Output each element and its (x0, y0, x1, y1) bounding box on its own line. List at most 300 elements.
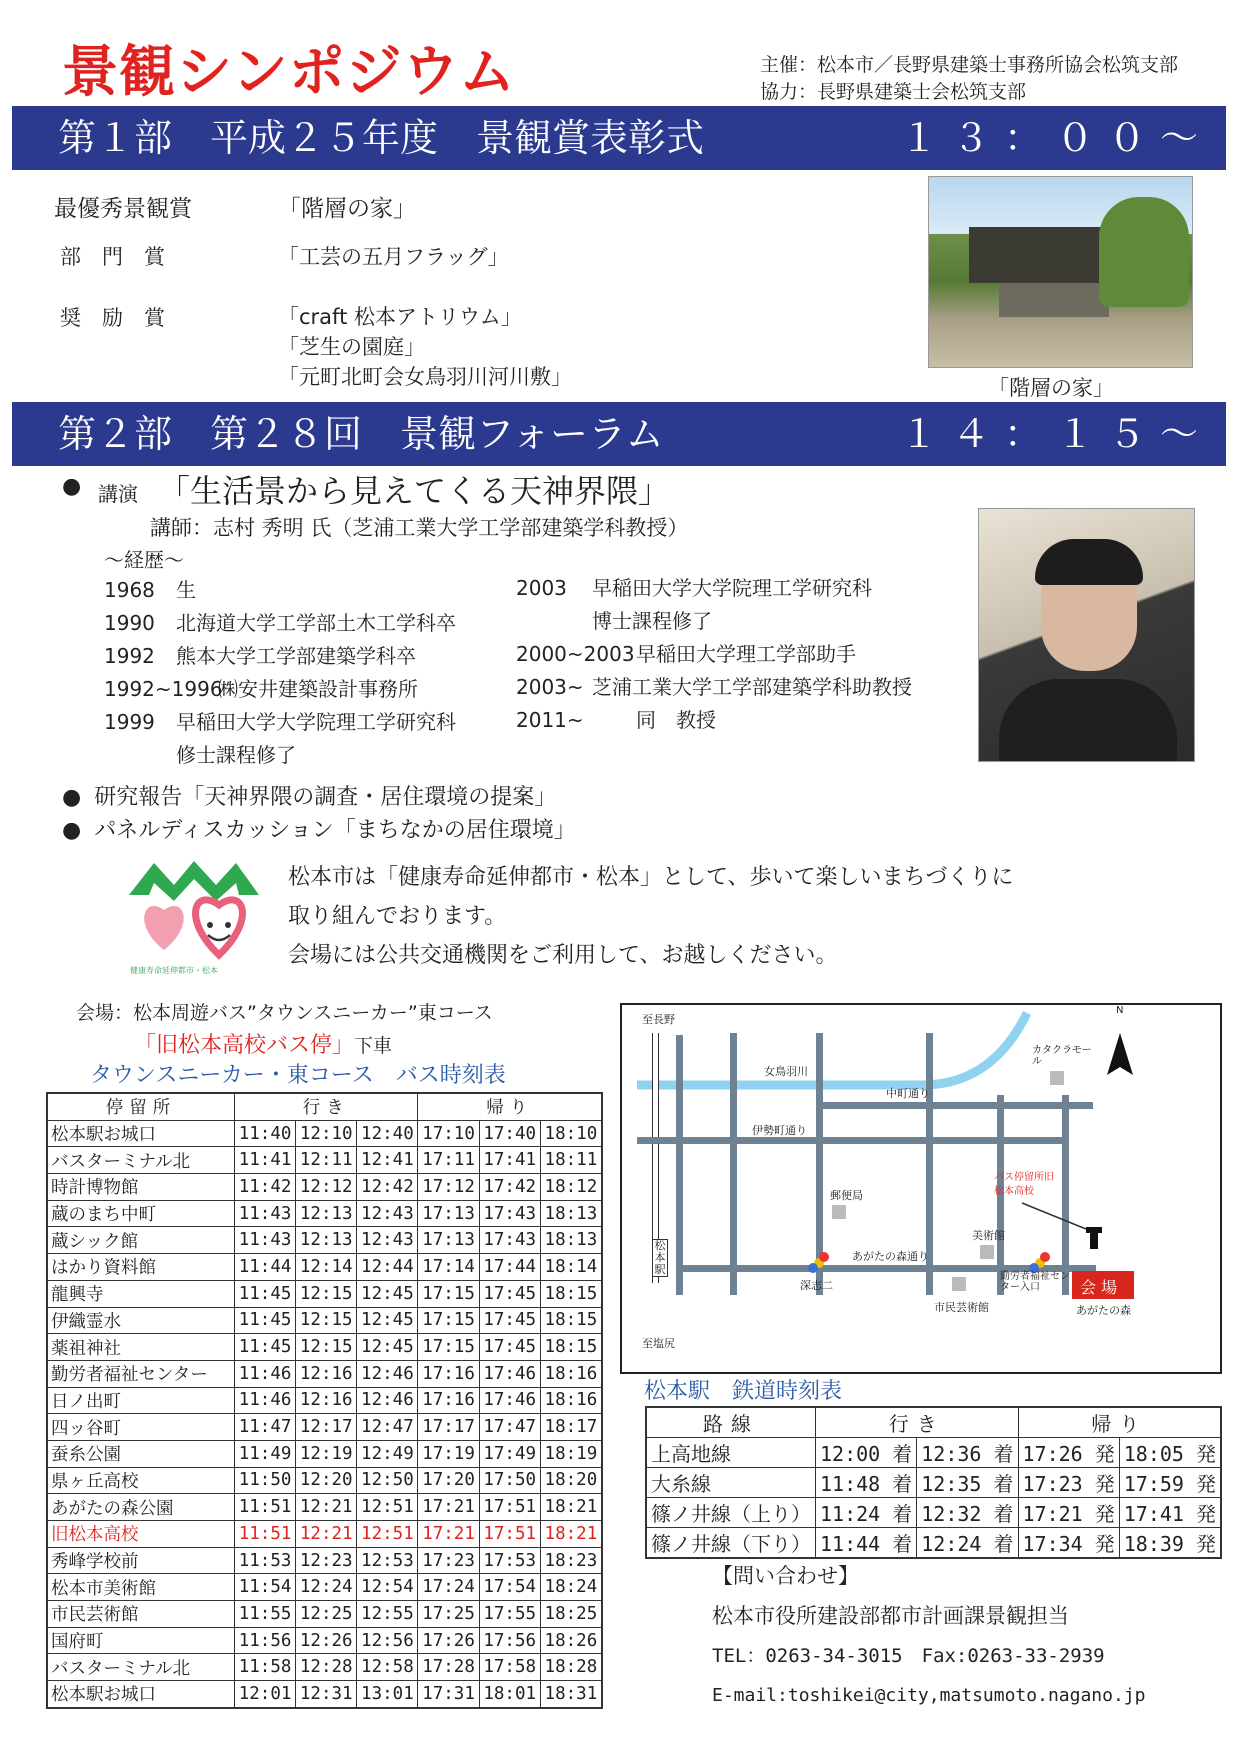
time-cell: 18:17 (540, 1414, 602, 1441)
rail-timetable (645, 1406, 1222, 1559)
stop-name-cell: 四ッ谷町 (47, 1414, 235, 1441)
organizer-block (760, 52, 1178, 106)
award-category: 奨 励 賞 (60, 306, 165, 330)
time-cell: 17:58 (479, 1654, 540, 1681)
time-cell: 12:24 着 (917, 1528, 1018, 1559)
part2-band (12, 402, 1226, 466)
time-cell: 17:25 (418, 1601, 479, 1628)
time-cell: 18:28 (540, 1654, 602, 1681)
time-cell: 17:10 (418, 1120, 479, 1147)
rail-header-row (646, 1407, 1221, 1438)
time-cell: 12:11 (296, 1147, 357, 1174)
to-shiojiri-label: 至塩尻 (642, 1337, 675, 1350)
time-cell: 17:45 (479, 1334, 540, 1361)
stop-name-cell: 時計博物館 (47, 1174, 235, 1201)
time-cell: 18:25 (540, 1601, 602, 1628)
time-cell: 11:44 (235, 1254, 296, 1281)
agatanomori-label: あがたの森 (1076, 1304, 1131, 1317)
time-cell: 12:01 (235, 1681, 296, 1708)
time-cell: 11:41 (235, 1147, 296, 1174)
time-cell: 12:35 着 (917, 1468, 1018, 1498)
time-cell: 11:48 着 (816, 1468, 917, 1498)
time-cell: 12:41 (357, 1147, 418, 1174)
time-cell: 17:42 (479, 1174, 540, 1201)
time-cell: 11:45 (235, 1280, 296, 1307)
busstop-label: バス停留所旧松本高校 (994, 1172, 1054, 1197)
time-cell: 12:40 (357, 1120, 418, 1147)
career-year: 1992 (104, 644, 155, 668)
time-cell: 11:58 (235, 1654, 296, 1681)
lecturer-photo (978, 508, 1195, 762)
time-cell: 11:49 (235, 1440, 296, 1467)
time-cell: 17:56 (479, 1627, 540, 1654)
time-cell: 18:12 (540, 1174, 602, 1201)
time-cell: 18:21 (540, 1521, 602, 1548)
time-cell: 18:01 (479, 1681, 540, 1708)
table-row (47, 1387, 602, 1414)
career-text: 芝浦工業大学工学部建築学科助教授 (592, 675, 912, 699)
career-year: 1968 (104, 578, 155, 602)
report-text: 研究報告「天神界隈の調査・居住環境の提案」 (94, 785, 557, 810)
stop-name-cell: 松本市美術館 (47, 1574, 235, 1601)
venue-stop-line (134, 1028, 392, 1059)
time-cell: 18:14 (540, 1254, 602, 1281)
part2-heading: 第２部 第２８回 景観フォーラム (58, 412, 664, 456)
lecture-title: 「生活景から見えてくる天神界隈」 (158, 472, 671, 510)
line-name-cell: 篠ノ井線（下り） (646, 1528, 816, 1559)
tree (1099, 197, 1189, 307)
time-cell: 12:21 (296, 1494, 357, 1521)
stop-name-cell: 日ノ出町 (47, 1387, 235, 1414)
stop-name-cell: 秀峰学校前 (47, 1547, 235, 1574)
table-row (47, 1627, 602, 1654)
part1-time: １３：００～ (900, 116, 1213, 160)
time-cell: 11:40 (235, 1120, 296, 1147)
col-return: 帰り (418, 1093, 602, 1120)
time-cell: 12:23 (296, 1547, 357, 1574)
time-cell: 12:51 (357, 1494, 418, 1521)
career-year (516, 605, 592, 638)
message-line: 会場には公共交通機関をご利用して、お越しください。 (288, 943, 838, 968)
message-line: 取り組んでおります。 (288, 904, 507, 929)
time-cell: 12:15 (296, 1334, 357, 1361)
message-block (288, 858, 1013, 975)
time-cell: 11:47 (235, 1414, 296, 1441)
career-heading: ～経歴～ (104, 548, 184, 572)
venue-stop-suffix: 下車 (354, 1035, 393, 1057)
time-cell: 17:12 (418, 1174, 479, 1201)
time-cell: 12:10 (296, 1120, 357, 1147)
career-left (104, 574, 456, 772)
time-cell: 12:17 (296, 1414, 357, 1441)
stop-name-cell: 蚕糸公園 (47, 1440, 235, 1467)
time-cell: 17:51 (479, 1494, 540, 1521)
stop-name-cell: 蔵のまち中町 (47, 1200, 235, 1227)
time-cell: 12:43 (357, 1200, 418, 1227)
hair (1035, 539, 1143, 585)
table-row (47, 1360, 602, 1387)
table-row (47, 1521, 602, 1548)
time-cell: 17:26 (418, 1627, 479, 1654)
time-cell: 12:25 (296, 1601, 357, 1628)
time-cell: 17:44 (479, 1254, 540, 1281)
stop-name-cell: 松本駅お城口 (47, 1120, 235, 1147)
time-cell: 17:26 発 (1018, 1438, 1119, 1468)
time-cell: 12:36 着 (917, 1438, 1018, 1468)
col-return: 帰り (1018, 1407, 1221, 1438)
table-row (47, 1601, 602, 1628)
contact-dept: 松本市役所建設部都市計画課景観担当 (712, 1604, 1069, 1628)
time-cell: 17:41 発 (1119, 1498, 1221, 1528)
award-category: 部 門 賞 (60, 245, 165, 269)
time-cell: 12:43 (357, 1227, 418, 1254)
career-year: 2011~ (516, 708, 584, 732)
time-cell: 18:15 (540, 1307, 602, 1334)
career-text: 同 教授 (636, 708, 716, 732)
award-work: 「芝生の園庭」 (278, 335, 425, 359)
award-work: 「工芸の五月フラッグ」 (278, 245, 509, 269)
career-text: 修士課程修了 (176, 743, 296, 767)
time-cell: 17:55 (479, 1601, 540, 1628)
time-cell: 11:55 (235, 1601, 296, 1628)
support-text: 協力：長野県建築士会松筑支部 (760, 81, 1027, 103)
career-text: 生 (176, 578, 196, 602)
nakamachi-label: 中町通り (886, 1087, 930, 1100)
career-year: 2000~2003 (516, 642, 635, 666)
stop-name-cell: 県ヶ丘高校 (47, 1467, 235, 1494)
table-row (646, 1438, 1221, 1468)
time-cell: 17:46 (479, 1360, 540, 1387)
time-cell: 11:51 (235, 1521, 296, 1548)
award-work: 「元町北町会女鳥羽川河川敷」 (278, 365, 572, 389)
time-cell: 12:49 (357, 1440, 418, 1467)
award-works (278, 302, 572, 392)
venue-stop: 「旧松本高校バス停」 (134, 1033, 355, 1058)
to-nagano-label: 至長野 (642, 1013, 675, 1026)
time-cell: 17:46 (479, 1387, 540, 1414)
time-cell: 12:50 (357, 1467, 418, 1494)
time-cell: 12:32 着 (917, 1498, 1018, 1528)
table-row (646, 1528, 1221, 1559)
time-cell: 17:20 (418, 1467, 479, 1494)
time-cell: 12:55 (357, 1601, 418, 1628)
time-cell: 17:14 (418, 1254, 479, 1281)
time-cell: 11:46 (235, 1387, 296, 1414)
time-cell: 18:16 (540, 1387, 602, 1414)
time-cell: 12:26 (296, 1627, 357, 1654)
time-cell: 18:39 発 (1119, 1528, 1221, 1559)
col-outbound: 行き (816, 1407, 1019, 1438)
rail-table-title: 松本駅 鉄道時刻表 (644, 1379, 843, 1404)
table-row (646, 1468, 1221, 1498)
table-row (47, 1200, 602, 1227)
time-cell: 12:15 (296, 1280, 357, 1307)
time-cell: 17:21 発 (1018, 1498, 1119, 1528)
report-item: ● 研究報告「天神界隈の調査・居住環境の提案」 (62, 785, 557, 810)
career-year: 2003~ (516, 675, 584, 699)
career-text: 早稲田大学大学院理工学研究科 (176, 710, 456, 734)
time-cell: 17:51 (479, 1521, 540, 1548)
time-cell: 12:28 (296, 1654, 357, 1681)
lecturer: 講師：志村 秀明 氏（芝浦工業大学工学部建築学科教授） (150, 516, 689, 540)
time-cell: 17:59 発 (1119, 1468, 1221, 1498)
shimin-label: 市民芸術館 (934, 1301, 989, 1314)
kinro-label: 勤労者福祉センター入口 (1000, 1271, 1070, 1293)
time-cell: 18:19 (540, 1440, 602, 1467)
time-cell: 11:51 (235, 1494, 296, 1521)
contact-heading: 【問い合わせ】 (712, 1564, 859, 1588)
career-text: 早稲田大学大学院理工学研究科 (592, 576, 872, 600)
time-cell: 18:15 (540, 1280, 602, 1307)
stop-name-cell: 市民芸術館 (47, 1601, 235, 1628)
table-row (47, 1334, 602, 1361)
time-cell: 11:43 (235, 1227, 296, 1254)
time-cell: 17:41 (479, 1147, 540, 1174)
museum-label: 美術館 (972, 1229, 1005, 1242)
line-name-cell: 上高地線 (646, 1438, 816, 1468)
career-right (516, 572, 912, 737)
time-cell: 17:21 (418, 1494, 479, 1521)
house-upper (969, 227, 1119, 283)
time-cell: 11:43 (235, 1200, 296, 1227)
time-cell: 12:15 (296, 1307, 357, 1334)
venue-label: 会 場 (1080, 1278, 1118, 1297)
time-cell: 18:13 (540, 1200, 602, 1227)
time-cell: 12:56 (357, 1627, 418, 1654)
page-title: 景観シンポジウム (62, 40, 517, 105)
career-year: 2003 (516, 576, 567, 600)
time-cell: 18:15 (540, 1334, 602, 1361)
time-cell: 12:21 (296, 1521, 357, 1548)
time-cell: 17:15 (418, 1280, 479, 1307)
time-cell: 17:40 (479, 1120, 540, 1147)
time-cell: 11:50 (235, 1467, 296, 1494)
time-cell: 18:20 (540, 1467, 602, 1494)
col-outbound: 行き (235, 1093, 418, 1120)
part1-band (12, 106, 1226, 170)
time-cell: 17:31 (418, 1681, 479, 1708)
time-cell: 18:05 発 (1119, 1438, 1221, 1468)
bus-header-row (47, 1093, 602, 1120)
career-year: 1999 (104, 710, 155, 734)
time-cell: 17:45 (479, 1307, 540, 1334)
time-cell: 12:12 (296, 1174, 357, 1201)
stop-name-cell: バスターミナル北 (47, 1654, 235, 1681)
stop-name-cell: 蔵シック館 (47, 1227, 235, 1254)
stop-name-cell: 国府町 (47, 1627, 235, 1654)
time-cell: 18:31 (540, 1681, 602, 1708)
time-cell: 18:11 (540, 1147, 602, 1174)
katakura-label: カタクラモール (1032, 1045, 1092, 1067)
time-cell: 17:16 (418, 1360, 479, 1387)
house-photo (928, 176, 1193, 368)
table-row (47, 1174, 602, 1201)
time-cell: 18:24 (540, 1574, 602, 1601)
time-cell: 17:54 (479, 1574, 540, 1601)
time-cell: 12:44 (357, 1254, 418, 1281)
fukashi-label: 深志二 (800, 1279, 833, 1292)
time-cell: 12:24 (296, 1574, 357, 1601)
time-cell: 11:45 (235, 1307, 296, 1334)
line-name-cell: 大糸線 (646, 1468, 816, 1498)
stop-name-cell: はかり資料館 (47, 1254, 235, 1281)
time-cell: 17:21 (418, 1521, 479, 1548)
time-cell: 17:13 (418, 1200, 479, 1227)
career-year: 1992~1996 (104, 677, 223, 701)
time-cell: 11:53 (235, 1547, 296, 1574)
table-row (47, 1574, 602, 1601)
col-stop: 停留所 (47, 1093, 235, 1120)
table-row (47, 1467, 602, 1494)
time-cell: 17:15 (418, 1307, 479, 1334)
time-cell: 11:44 着 (816, 1528, 917, 1559)
time-cell: 12:45 (357, 1307, 418, 1334)
table-row (47, 1227, 602, 1254)
time-cell: 12:14 (296, 1254, 357, 1281)
time-cell: 13:01 (357, 1681, 418, 1708)
logo-text: 健康寿命延伸都市・松本 (130, 966, 218, 975)
time-cell: 12:16 (296, 1360, 357, 1387)
part2-time: １４：１５～ (900, 412, 1213, 456)
career-year: 1990 (104, 611, 155, 635)
venue-line: 会場：松本周遊バス”タウンスニーカー”東コース (76, 1002, 493, 1024)
stop-name-cell: バスターミナル北 (47, 1147, 235, 1174)
time-cell: 17:49 (479, 1440, 540, 1467)
time-cell: 17:16 (418, 1387, 479, 1414)
time-cell: 18:16 (540, 1360, 602, 1387)
time-cell: 17:23 (418, 1547, 479, 1574)
table-row (47, 1120, 602, 1147)
time-cell: 11:42 (235, 1174, 296, 1201)
stop-name-cell: 勤労者福祉センター (47, 1360, 235, 1387)
career-text: ㈱安井建築設計事務所 (218, 677, 418, 701)
north-label: N (1116, 1005, 1124, 1016)
time-cell: 11:46 (235, 1360, 296, 1387)
river-label: 女鳥羽川 (764, 1065, 808, 1078)
time-cell: 17:17 (418, 1414, 479, 1441)
time-cell: 12:16 (296, 1387, 357, 1414)
col-line: 路線 (646, 1407, 816, 1438)
award-work: 「craft 松本アトリウム」 (278, 305, 522, 329)
table-row (47, 1494, 602, 1521)
time-cell: 11:56 (235, 1627, 296, 1654)
table-row (47, 1147, 602, 1174)
time-cell: 18:10 (540, 1120, 602, 1147)
house-lower (999, 283, 1109, 317)
isemachi-label: 伊勢町通り (752, 1124, 807, 1137)
time-cell: 12:46 (357, 1360, 418, 1387)
table-row (47, 1547, 602, 1574)
career-text: 博士課程修了 (592, 609, 712, 633)
time-cell: 18:13 (540, 1227, 602, 1254)
table-row (47, 1681, 602, 1708)
part1-heading: 第１部 平成２５年度 景観賞表彰式 (58, 116, 705, 160)
time-cell: 17:19 (418, 1440, 479, 1467)
time-cell: 11:54 (235, 1574, 296, 1601)
time-cell: 17:23 発 (1018, 1468, 1119, 1498)
time-cell: 17:43 (479, 1227, 540, 1254)
time-cell: 17:15 (418, 1334, 479, 1361)
table-row (47, 1280, 602, 1307)
time-cell: 17:53 (479, 1547, 540, 1574)
time-cell: 12:46 (357, 1387, 418, 1414)
table-row (646, 1498, 1221, 1528)
message-line: 松本市は「健康寿命延伸都市・松本」として、歩いて楽しいまちづくりに (288, 865, 1014, 890)
time-cell: 12:19 (296, 1440, 357, 1467)
table-row (47, 1440, 602, 1467)
bus-timetable (46, 1092, 603, 1709)
contact-tel: TEL：0263-34-3015 Fax:0263-33-2939 (712, 1645, 1105, 1667)
table-row (47, 1414, 602, 1441)
career-year (104, 739, 174, 772)
time-cell: 12:31 (296, 1681, 357, 1708)
health-city-logo (124, 855, 264, 975)
stop-name-cell: 伊織霊水 (47, 1307, 235, 1334)
time-cell: 11:45 (235, 1334, 296, 1361)
time-cell: 18:26 (540, 1627, 602, 1654)
time-cell: 17:28 (418, 1654, 479, 1681)
rail-table-body (646, 1438, 1221, 1559)
table-row (47, 1654, 602, 1681)
shoulders (999, 679, 1177, 762)
contact-block (712, 1556, 1145, 1716)
time-cell: 12:20 (296, 1467, 357, 1494)
post-office-label: 郵便局 (830, 1189, 863, 1202)
stop-name-cell: 松本駅お城口 (47, 1681, 235, 1708)
station-label: 松本駅 (652, 1239, 668, 1277)
time-cell: 11:24 着 (816, 1498, 917, 1528)
bus-table-title: タウンスニーカー・東コース バス時刻表 (90, 1063, 506, 1088)
time-cell: 12:13 (296, 1227, 357, 1254)
time-cell: 12:13 (296, 1200, 357, 1227)
time-cell: 12:45 (357, 1280, 418, 1307)
stop-name-cell: あがたの森公園 (47, 1494, 235, 1521)
time-cell: 17:13 (418, 1227, 479, 1254)
stop-name-cell: 旧松本高校 (47, 1521, 235, 1548)
career-text: 早稲田大学理工学部助手 (636, 642, 856, 666)
bus-table-body (47, 1120, 602, 1708)
time-cell: 12:53 (357, 1547, 418, 1574)
time-cell: 12:51 (357, 1521, 418, 1548)
time-cell: 18:21 (540, 1494, 602, 1521)
award-category: 最優秀景観賞 (54, 196, 192, 222)
panel-item: ● パネルディスカッション「まちなかの居住環境」 (62, 818, 576, 843)
panel-text: パネルディスカッション「まちなかの居住環境」 (94, 818, 576, 843)
career-text: 北海道大学工学部土木工学科卒 (176, 611, 456, 635)
time-cell: 17:11 (418, 1147, 479, 1174)
time-cell: 17:50 (479, 1467, 540, 1494)
stop-name-cell: 龍興寺 (47, 1280, 235, 1307)
time-cell: 17:43 (479, 1200, 540, 1227)
line-name-cell: 篠ノ井線（上り） (646, 1498, 816, 1528)
table-row (47, 1307, 602, 1334)
stop-name-cell: 薬祖神社 (47, 1334, 235, 1361)
contact-email[interactable]: E-mail:toshikei@city,matsumoto.nagano.jp (712, 1685, 1146, 1706)
time-cell: 17:24 (418, 1574, 479, 1601)
logo-graphic (124, 855, 264, 975)
access-map (620, 1003, 1222, 1374)
time-cell: 12:00 着 (816, 1438, 917, 1468)
time-cell: 12:58 (357, 1654, 418, 1681)
time-cell: 12:54 (357, 1574, 418, 1601)
photo-caption: 「階層の家」 (988, 376, 1114, 400)
time-cell: 17:47 (479, 1414, 540, 1441)
host-text: 主催：松本市／長野県建築士事務所協会松筑支部 (760, 54, 1179, 76)
lecture-label: 講演 (98, 482, 138, 506)
award-work: 「階層の家」 (278, 196, 416, 222)
time-cell: 12:42 (357, 1174, 418, 1201)
time-cell: 12:45 (357, 1334, 418, 1361)
